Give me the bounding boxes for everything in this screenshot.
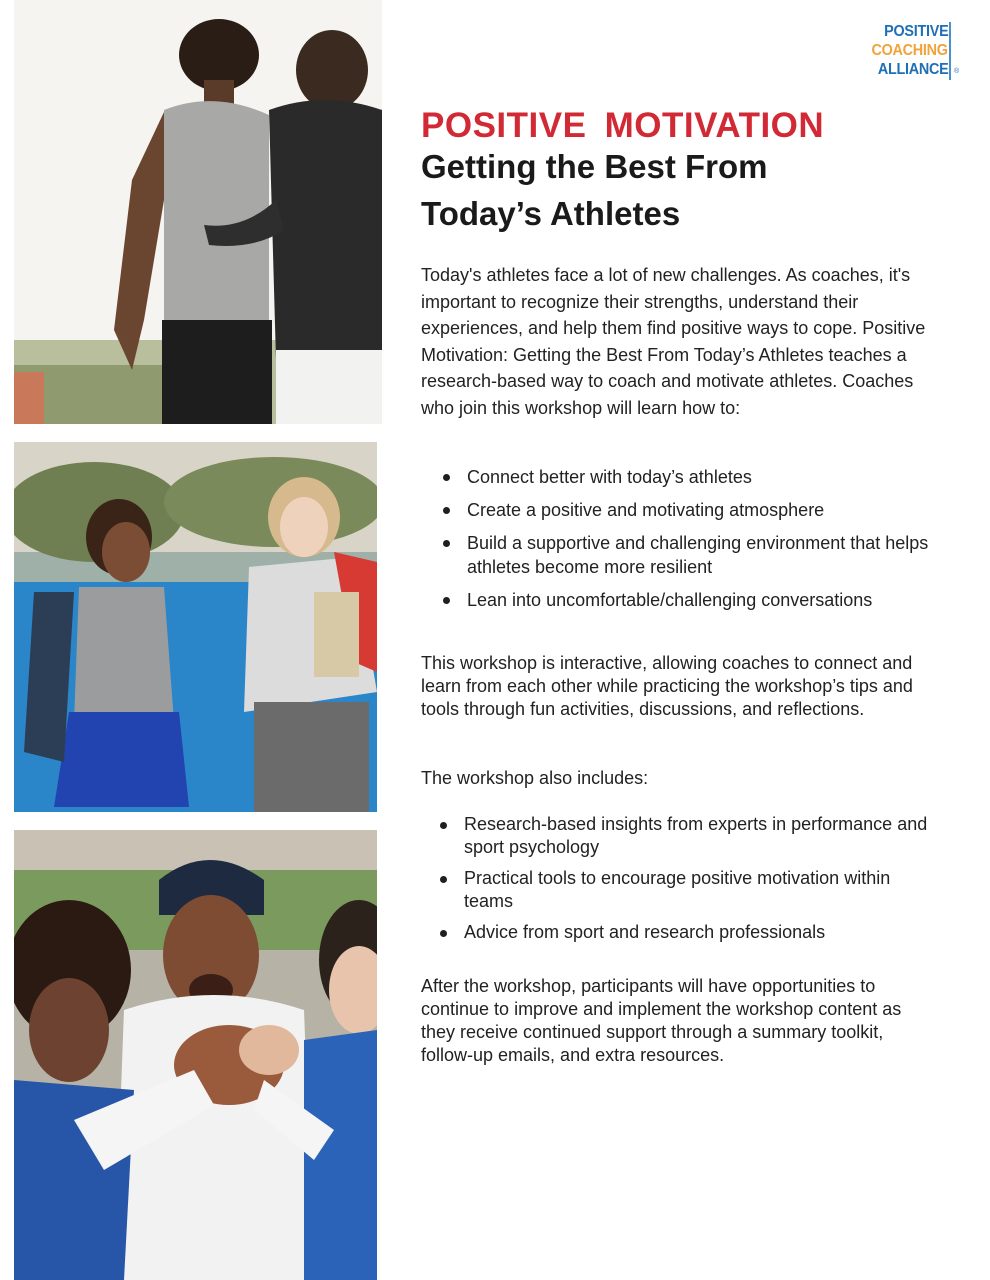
learn-list: [467, 465, 947, 621]
page-title: POSITIVE MOTIVATION: [421, 106, 825, 145]
includes-heading: The workshop also includes:: [421, 768, 649, 788]
logo-registered-mark: ®: [954, 68, 960, 75]
positive-coaching-alliance-logo: [862, 22, 962, 82]
list-item: Build a supportive and challenging environment that helps athletes become more resilient: [467, 531, 947, 579]
list-item: Create a positive and motivating atmosphere: [467, 498, 947, 522]
list-item: Lean into uncomfortable/challenging conversations: [467, 588, 947, 612]
photo-team-celebrating: [14, 830, 377, 1280]
logo-line-alliance: ALLIANCE: [877, 61, 948, 78]
logo-line-coaching: COACHING: [871, 42, 948, 59]
photo-athlete-and-coach-on-court: [14, 442, 377, 812]
list-item: Advice from sport and research professionals: [464, 921, 944, 944]
includes-list: [464, 813, 944, 952]
page-subtitle: Getting the Best From Today’s Athletes: [421, 148, 768, 232]
interactive-paragraph: This workshop is interactive, allowing coaches to connect and learn from each other while practicing the workshop’s tips and tools through fun activities, discussions, and reflections.: [421, 653, 913, 719]
photo-coach-and-athlete-walking: [14, 0, 382, 424]
list-item: Research-based insights from experts in performance and sport psychology: [464, 813, 944, 859]
logo-divider: [949, 22, 951, 80]
logo-line-positive: POSITIVE: [883, 23, 948, 40]
closing-paragraph: After the workshop, participants will have opportunities to continue to improve and implement the workshop content as they receive continued support through a summary toolkit, follow-up emails, and extra resources.: [421, 976, 902, 1065]
intro-paragraph: Today's athletes face a lot of new challenges. As coaches, it's important to recognize their strengths, understand their experiences, and help them find positive ways to cope. Positive Motivation: Getting the Best From Today’s Athletes teaches a research-based way to coach and motivate athletes. Coaches who join this workshop will learn how to:: [421, 265, 926, 418]
list-item: Practical tools to encourage positive motivation within teams: [464, 867, 944, 913]
list-item: Connect better with today’s athletes: [467, 465, 947, 489]
